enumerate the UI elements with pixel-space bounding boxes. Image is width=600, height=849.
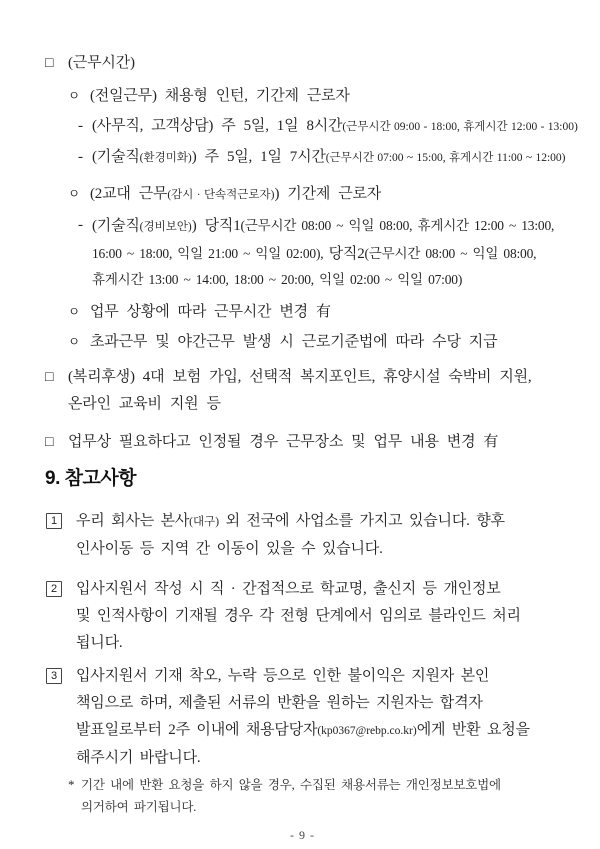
full-time-item — [68, 83, 560, 110]
square-bullet: □ — [45, 369, 54, 385]
office-worker-item — [78, 113, 578, 141]
document-return-note-text: 기간 내에 반환 요청을 하지 않을 경우, 수집된 채용서류는 개인정보보호법에 의거하여 파기됩니다. — [81, 777, 501, 814]
dash-bullet: - — [78, 118, 83, 134]
circle-bullet: ㅇ — [68, 304, 80, 319]
circle-bullet: ㅇ — [68, 334, 80, 349]
full-time-text: (전일근무) 채용형 인턴, 기간제 근로자 — [90, 88, 350, 104]
note-item-2-text: 입사지원서 작성 시 직 · 간접적으로 학교명, 출신지 등 개인정보 및 인적사항이 기재될 경우 각 전형 단계에서 임의로 블라인드 처리 됩니다. — [76, 580, 521, 651]
note-item-1-text: 우리 회사는 본사(대구) 외 전국에 사업소를 가지고 있습니다. 향후 인사이동 등 지역 간 이동이 있을 수 있습니다. — [76, 512, 505, 557]
two-shift-text: (2교대 근무(감시 · 단속적근로자)) 기간제 근로자 — [90, 186, 382, 202]
hours-change-item — [68, 299, 560, 326]
office-worker-text: (사무직, 고객상담) 주 5일, 1일 8시간(근무시간 09:00 - 18:00, 휴게시간 12:00 - 13:00) — [92, 118, 578, 134]
hours-change-text: 업무 상황에 따라 근무시간 변경 有 — [90, 303, 331, 320]
security-duty-item — [78, 213, 560, 294]
circle-bullet: ㅇ — [68, 187, 80, 201]
notes-section-heading: 9. 참고사항 — [45, 467, 137, 489]
numbered-box-1: 1 — [46, 513, 62, 529]
asterisk-marker: * — [68, 776, 75, 792]
note-item-3 — [45, 663, 560, 772]
square-bullet: □ — [45, 434, 54, 450]
note-item-3-text: 입사지원서 기재 착오, 누락 등으로 인한 불이익은 지원자 본인 책임으로 하며, 제출된 서류의 반환을 원하는 지원자는 합격자 발표일로부터 2주 이내에 채용담당자(kp0367@rebp.co.kr)에게 반환 요청을 해주시기 바랍니다. — [76, 667, 530, 766]
overtime-item — [68, 329, 560, 356]
work-hours-title — [45, 50, 560, 77]
tech-cleaning-item — [78, 144, 566, 172]
square-bullet: □ — [45, 56, 54, 71]
tech-cleaning-text: (기술직(환경미화)) 주 5일, 1일 7시간(근무시간 07:00 ~ 15:00, 휴게시간 11:00 ~ 12:00) — [92, 149, 566, 165]
work-change-text: 업무상 필요하다고 인정될 경우 근무장소 및 업무 내용 변경 有 — [68, 433, 499, 450]
overtime-text: 초과근무 및 야간근무 발생 시 근로기준법에 따라 수당 지급 — [90, 333, 498, 350]
work-hours-title-text: (근무시간) — [68, 55, 135, 71]
note-item-2 — [45, 576, 560, 657]
document-return-note — [68, 774, 560, 818]
work-change-item — [45, 429, 560, 456]
dash-bullet: - — [78, 217, 83, 233]
dash-bullet: - — [78, 149, 83, 165]
circle-bullet: ㅇ — [68, 89, 80, 103]
page-number: - 9 - — [290, 827, 315, 842]
note-item-1 — [45, 508, 560, 563]
welfare-item — [45, 364, 560, 418]
welfare-text: (복리후생) 4대 보험 가입, 선택적 복지포인트, 휴양시설 숙박비 지원, 온라인 교육비 지원 등 — [68, 368, 532, 412]
two-shift-item — [68, 181, 560, 209]
numbered-box-3: 3 — [46, 668, 62, 684]
security-duty-text: (기술직(경비보안)) 당직1(근무시간 08:00 ~ 익일 08:00, 휴게시간 12:00 ~ 13:00, 16:00 ~ 18:00, 익일 21:00 ~ 익일 02:00), 당직2(근무시간 08:00 ~ 익일 08:00, 휴게시간 13:00 ~ 14:00, 18:00 ~ 20:00, 익일 02:00 ~ 익일 07:00) — [92, 218, 555, 287]
numbered-box-2: 2 — [46, 581, 62, 597]
